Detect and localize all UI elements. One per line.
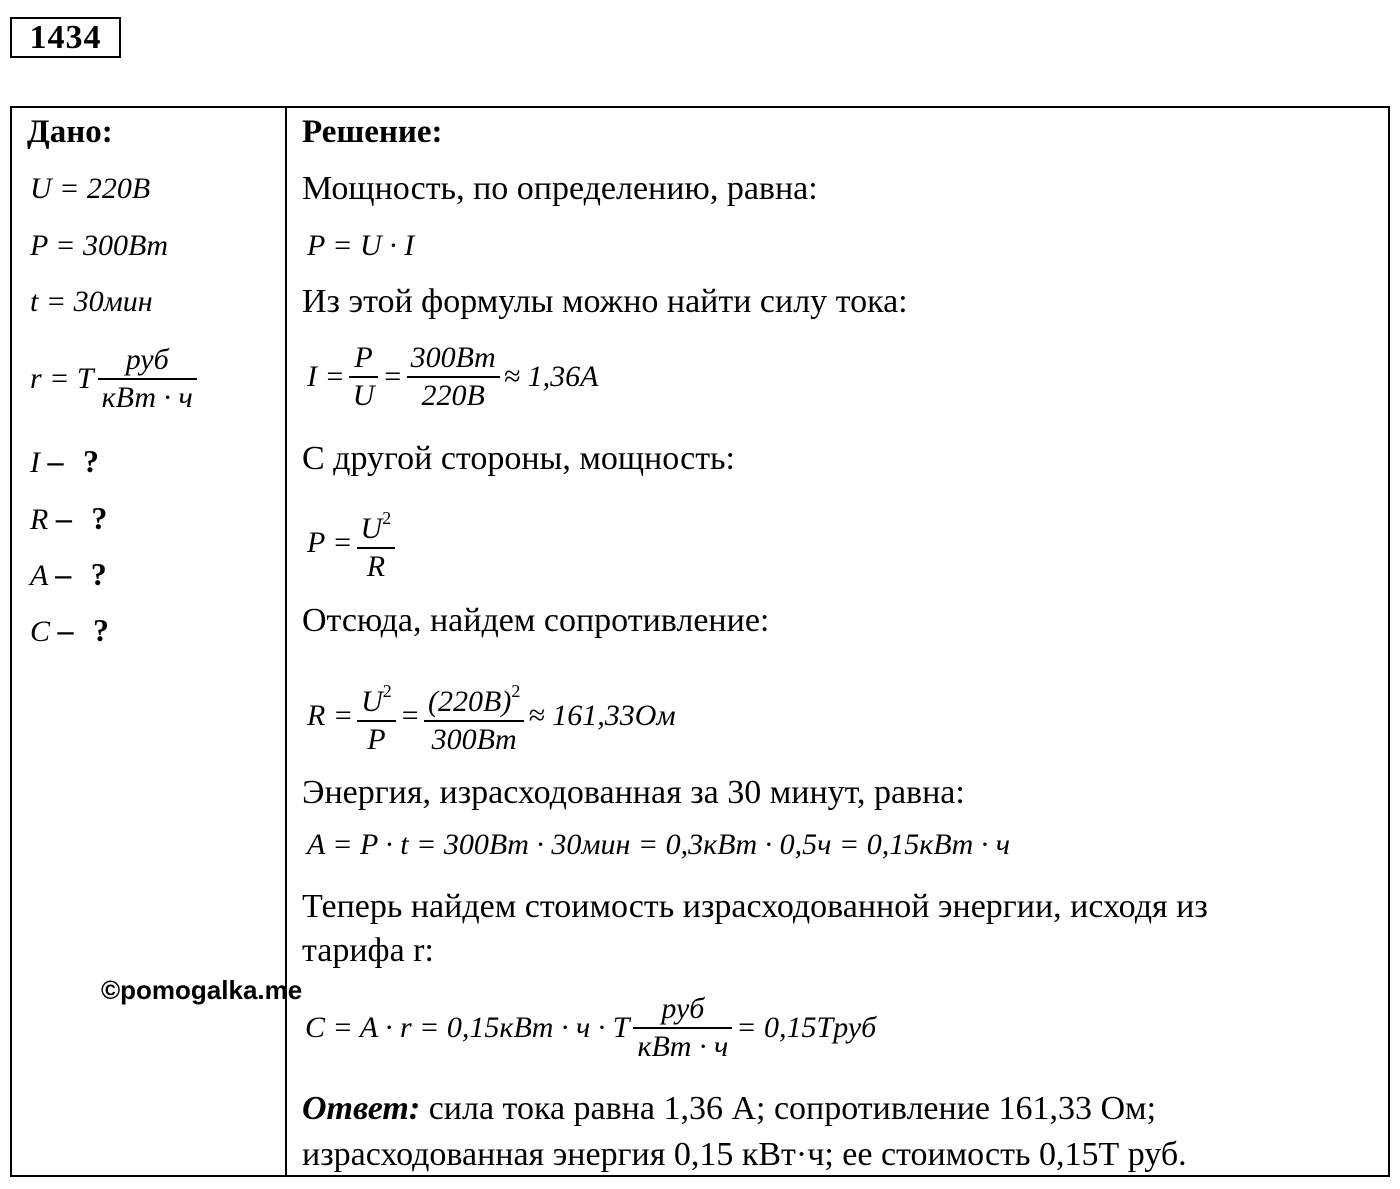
formula-energy: A = P · t = 300Bm · 30мин = 0,3кBm · 0,5ч = 0,15кBm · ч [307,828,1011,861]
unknown-current [30,443,99,480]
unknown-dash: – [47,443,64,479]
exponent: 2 [382,681,392,701]
unknown-dash: – [57,612,74,648]
given-tariff [30,342,201,416]
tariff-denominator: кВт · ч [101,381,193,414]
fraction-denominator: кBm · ч [637,1030,729,1063]
paragraph-energy: Энергия, израсходованная за 30 минут, равна: [302,774,965,811]
formula-equals: = [399,698,420,732]
formula-power: P = U · I [307,229,415,262]
problem-number: 1434 [10,17,121,58]
fraction-numerator: U [361,685,383,718]
unknown-resistance [30,500,107,537]
paragraph-other-side: С другой стороны, мощность: [302,440,736,477]
watermark: ©pomogalka.me [101,975,303,1005]
unknown-dash: – [55,500,72,536]
paragraph-cost-line2: тарифа r: [302,932,434,969]
formula-power-resistance [307,500,399,585]
answer-text: сила тока равна 1,36 А; сопротивление 161,33 Ом; [420,1090,1157,1127]
given-power: P = 300Bm [30,229,169,262]
formula-current [307,340,598,414]
fraction-denominator: 300Bm [431,723,517,756]
formula-cost [305,991,876,1065]
unknown-symbol: I [30,446,40,479]
unknown-dash: – [55,556,72,592]
exponent: 2 [511,681,521,701]
fraction-denominator: P [367,723,386,756]
unknown-symbol: C [30,615,51,648]
formula-lhs: P = [307,525,353,559]
paragraph-cost-line1: Теперь найдем стоимость израсходованной энергии, исходя из [302,888,1208,925]
fraction-denominator: 220B [421,379,485,412]
unknown-energy [30,556,107,593]
formula-resistance [307,673,676,758]
unknown-mark: ? [83,443,99,479]
given-voltage: U = 220B [30,172,151,205]
formula-equals: = [382,360,403,393]
answer-line2: израсходованная энергия 0,15 кВт·ч; ее стоимость 0,15Т руб. [302,1136,1187,1173]
unknown-mark: ? [90,556,107,592]
fraction-denominator: R [366,550,386,583]
formula-result: ≈ 161,33Ом [528,698,676,732]
fraction-numerator: (220B) [428,685,512,718]
formula-lhs: I = [307,360,345,393]
fraction-numerator: P [349,340,379,378]
tariff-lhs: r = T [30,362,94,395]
answer-line1 [302,1090,1156,1128]
exponent: 2 [382,508,392,528]
unknown-symbol: A [30,559,48,592]
paragraph-find-resistance: Отсюда, найдем сопротивление: [302,602,770,639]
unknown-cost [30,612,109,649]
fraction-numerator: 300Bm [407,340,500,378]
fraction-denominator: U [352,379,375,412]
given-time: t = 30мин [30,285,153,318]
unknown-mark: ? [93,612,110,648]
formula-result: = 0,15Tруб [736,1011,877,1044]
formula-lhs: R = [307,698,354,732]
answer-label: Ответ: [302,1090,421,1127]
column-divider [285,106,287,1177]
fraction-numerator: U [360,512,383,545]
paragraph-power-definition: Мощность, по определению, равна: [302,170,818,207]
fraction-numerator: руб [633,991,732,1029]
paragraph-find-current: Из этой формулы можно найти силу тока: [302,283,908,320]
solution-heading: Решение: [302,114,443,150]
tariff-numerator: руб [98,342,197,380]
formula-result: ≈ 1,36A [503,360,599,393]
given-heading: Дано: [27,114,113,150]
unknown-symbol: R [30,503,49,536]
formula-lhs: C = A · r = 0,15кBm · ч · T [305,1011,630,1044]
unknown-mark: ? [91,500,108,536]
